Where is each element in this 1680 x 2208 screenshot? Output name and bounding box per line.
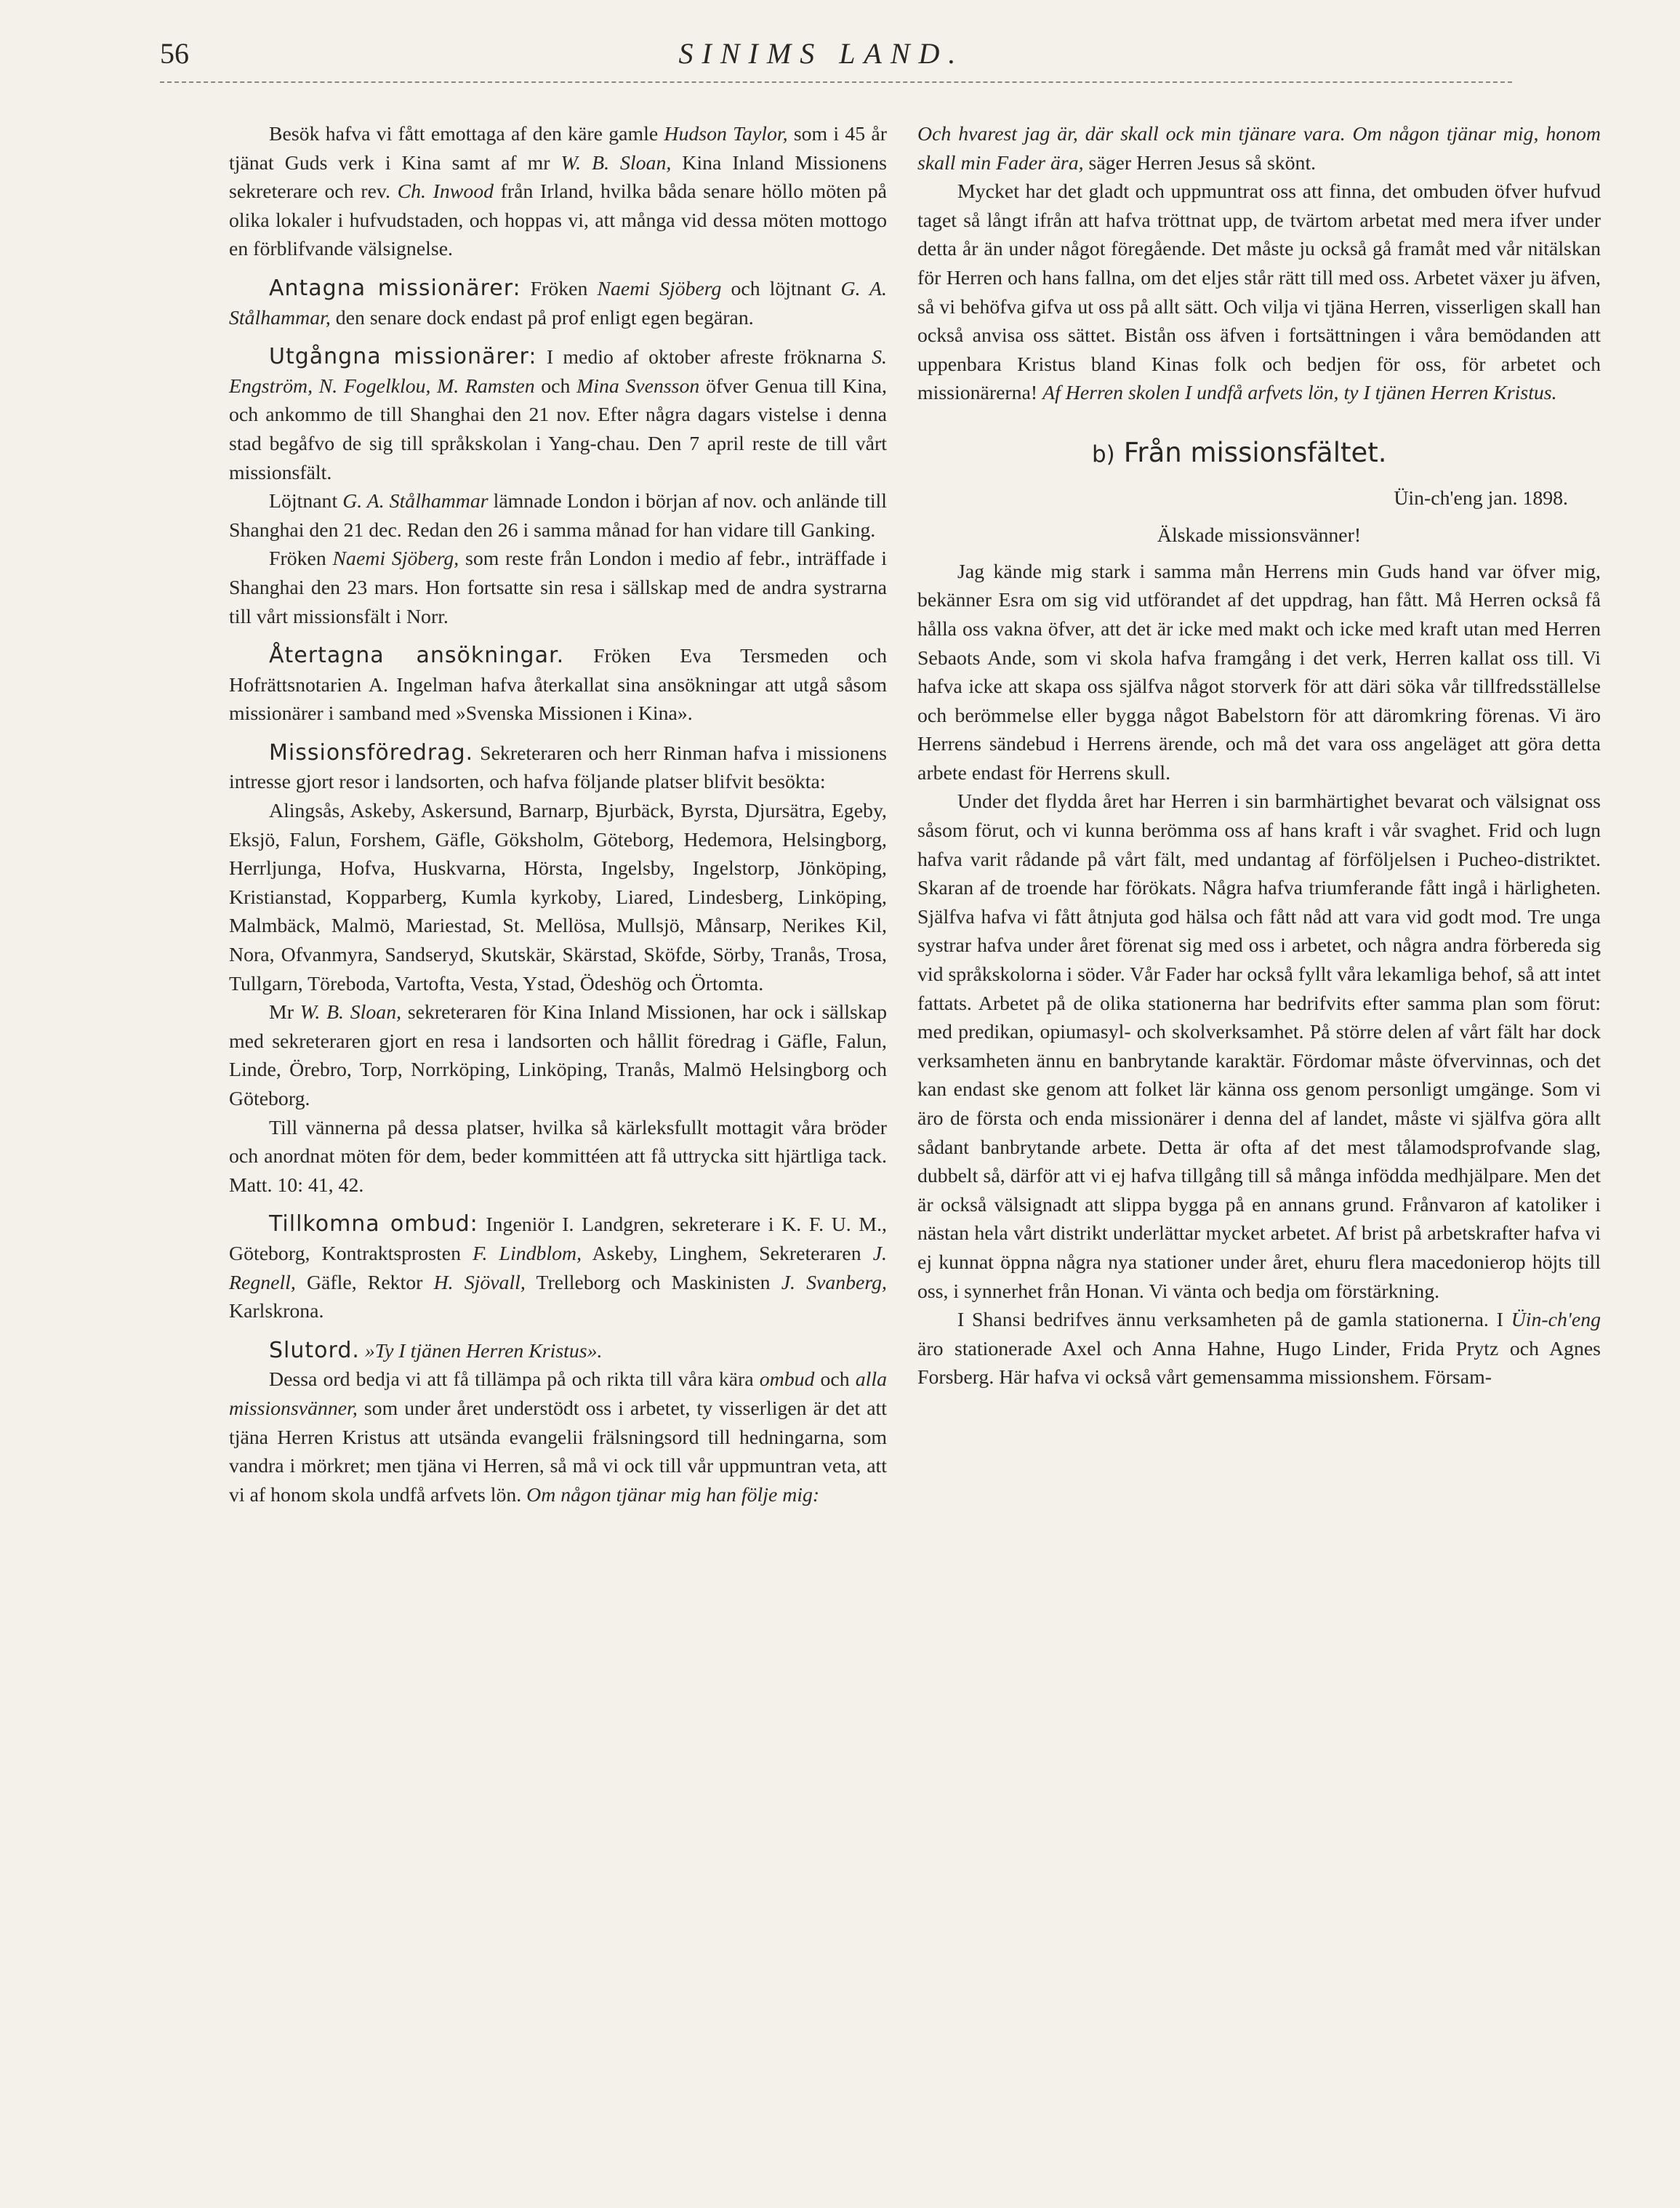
paragraph-shansi: I Shansi bedrifves ännu verksamheten på de gamla stationerna. I Üin-ch'eng äro stationerade Axel och Anna Hahne, Hugo Linder, Frida Prytz och Agnes Forsberg. Här hafva vi också vårt gemensamma missionshem. Försam-: [917, 1309, 1601, 1389]
paragraph-slutord: Dessa ord bedja vi att få tillämpa på och rikta till våra kära ombud och alla missionsvänner, som under året understödt oss i arbetet, ty visserligen är det att tjäna Herren Kristus att utsända evangelii frälsningsord till hedningarna, som vandra i mörkret; men tjäna vi Herren, så må vi ock till vår uppmuntran veta, att vi af honom skola undfå arfvets lön. Om någon tjänar mig han följe mig:: [229, 1368, 887, 1506]
subsection-title: Från missionsfältet.: [1123, 436, 1387, 468]
subsection-heading: [917, 438, 1601, 470]
section-heading: Utgångna missionärer:: [269, 344, 537, 370]
section-atertagna: Återtagna ansökningar. Fröken Eva Tersmeden och Hofrättsnotarien A. Ingelman hafva återkallat sina ansökningar att utgå såsom missionärer i samband med »Svenska Missionen i Kina».: [229, 643, 888, 726]
subsection-label: b): [1092, 441, 1115, 467]
letter-date: Üin-ch'eng jan. 1898.: [1394, 486, 1568, 510]
section-foredrag: Missionsföredrag. Sekreteraren och herr Rinman hafva i missionens intresse gjort resor i landsorten, och hafva följande platser blifvit besökta:: [229, 739, 887, 794]
paragraph-lojtnant: Löjtnant G. A. Stålhammar lämnade London i början af nov. och anlände till Shanghai den 21 dec. Redan den 26 i samma månad for han vidare till Ganking.: [229, 490, 887, 542]
section-antagna: Antagna missionärer: Fröken Naemi Sjöberg och löjtnant G. A. Stålhammar, den senare dock endast på prof enligt egen begäran.: [229, 275, 887, 329]
section-slutord: Slutord. »Ty I tjänen Herren Kristus».: [269, 1337, 603, 1363]
right-column: [917, 120, 1601, 1392]
section-heading: Missionsföredrag.: [269, 739, 474, 766]
letter-greeting: Älskade missionsvänner!: [1157, 524, 1362, 547]
section-heading: Slutord.: [269, 1337, 360, 1363]
page-header: [145, 36, 1498, 74]
paragraph-sloan: Mr W. B. Sloan, sekreteraren för Kina Inland Missionen, har ock i sällskap med sekreteraren gjort en resa i landsorten och hållit föredrag i Gäfle, Falun, Linde, Örebro, Torp, Norrköping, Linköping, Tranås, Malmö Helsingborg och Göteborg.: [229, 1001, 887, 1110]
paragraph-platser: Alingsås, Askeby, Askersund, Barnarp, Bjurbäck, Byrsta, Djursätra, Egeby, Eksjö, Falun, Forshem, Gäfle, Göksholm, Göteborg, Hedemora, Helsingborg, Herrljunga, Hofva, Huskvarna, Hörsta, Ingelsby, Ingelstorp, Jönköping, Kristianstad, Kopparberg, Kumla kyrkoby, Liared, Lindesberg, Linköping, Malmbäck, Malmö, Mariestad, St. Mellösa, Mullsjö, Månsarp, Nerikes Kil, Nora, Ofvanmyra, Sandseryd, Skutskär, Skärstad, Sköfde, Sörby, Tranås, Trosa, Tullgarn, Töreboda, Vartofta, Vesta, Ystad, Ödeshög och Örtomta.: [229, 800, 887, 995]
paragraph-froken: Fröken Naemi Sjöberg, som reste från London i medio af febr., inträffade i Shanghai den 23 mars. Hon fortsatte sin resa i sällskap med de andra systrarna till vårt missionsfält i Norr.: [229, 547, 888, 628]
section-heading: Återtagna ansökningar.: [269, 643, 565, 669]
paragraph-vannerna: Till vännerna på dessa platser, hvilka så kärleksfullt mottagit våra bröder och anordnat möten för dem, beder kommittéen att få uttrycka sitt hjärtliga tack. Matt. 10: 41, 42.: [229, 1116, 887, 1197]
running-title: SINIMS LAND.: [678, 37, 965, 70]
section-ombud: Tillkomna ombud: Ingeniör I. Landgren, sekreterare i K. F. U. M., Göteborg, Kontraktsprosten F. Lindblom, Askeby, Linghem, Sekreteraren J. Regnell, Gäfle, Rektor H. Sjövall, Trelleborg och Maskinisten J. Svanberg, Karlskrona.: [229, 1211, 888, 1323]
page-number: 56: [160, 37, 189, 70]
paragraph-visits: Besök hafva vi fått emottaga af den käre gamle Hudson Taylor, som i 45 år tjänat Guds verk i Kina samt af mr W. B. Sloan, Kina Inland Missionens sekreterare och rev. Ch. Inwood från Irland, hvilka båda senare höllo möten på olika lokaler i hufvudstaden, och hoppas vi, att många vid dessa möten mottogo en förblifvande välsignelse.: [229, 123, 888, 261]
paragraph-esra: Jag kände mig stark i samma mån Herrens min Guds hand var öfver mig, bekänner Esra om sig vid utförandet af det uppdrag, han fått. Må Herren också få hålla oss vakna öfver, att det är icke med makt och icke med kraft utan med Herren Sebaots Ande, som vi skola hafva framgång i det verk, Herren kallat oss till. Vi hafva icke att skapa oss själfva något storverk för att däri söka vår tillfredsställelse och berömmelse eller bygga något Babelstorn för att däromkring förenas. Vi äro Herrens sändebud i Herrens ärende, och må det vara oss angeläget att göra detta arbete endast för Herrens skull.: [917, 560, 1601, 784]
left-column: [229, 120, 887, 1509]
section-utgangna: Utgångna missionärer: I medio af oktober afreste fröknarna S. Engström, N. Fogelklou, M. Ramsten och Mina Svensson öfver Genua till Kina, och ankommo de till Shanghai den 21 nov. Efter några dagars vistelse i denna stad begåfvo de sig till språkskolan i Yang-chau. Den 7 april reste de till vårt missionsfält.: [229, 344, 887, 484]
paragraph-year: Under det flydda året har Herren i sin barmhärtighet bevarat och välsignat oss såsom förut, och vi kunna berömma oss af hans kraft i vår svaghet. Frid och lugn hafva varit rådande på vårt fält, med undantag af förföljelsen i Pucheo-distriktet. Skaran af de troende har förökats. Några hafva triumferande fått ingå i härligheten. Själfva hafva vi fått åtnjuta god hälsa och fått nåd att vara vid godt mod. Tre unga systrar hafva under året förenat sig med oss i arbetet, och några andra förbereda sig vid språkskolorna i söder. Vår Fader har också fyllt våra lekamliga behof, så att intet fattats. Arbetet på de olika stationerna har bedrifvits efter samma plan som förut: med predikan, opiumasyl- och skolverksamhet. På större delen af vårt fält har dock verksamheten ännu en banbrytande karaktär. Fördomar måste öfvervinnas, och det kan endast ske genom att folket lär känna oss genom personligt umgänge. Som vi äro de första och enda missionärer i denna del af landet, måste vi själfva göra allt sådant banbrytande arbete. Detta är ofta af det mest tålamodsprofvande slag, dubbelt så, därför att vi ej hafva tillgång till så många infödda medhjälpare. Men det är också välsignadt att slippa bygga på en annans grund. Frånvaron af katoliker i nästan hela vårt distrikt underlättar mycket arbetet. Af brist på arbetskrafter hafva vi ej kunnat öppna några nya stationer under året, ehuru flera macedonierop höjts till oss, i synnerhet från Honan. Vi vänta och bedja om förstärkning.: [917, 790, 1601, 1303]
section-heading: Tillkomna ombud:: [269, 1211, 478, 1237]
paragraph-continuation: Och hvarest jag är, där skall ock min tjänare vara. Om någon tjänar mig, honom skall min Fader ära, säger Herren Jesus så skönt.: [917, 123, 1601, 174]
paragraph-ombuden: Mycket har det gladt och uppmuntrat oss att finna, det ombuden öfver hufvud taget så långt ifrån att hafva tröttnat upp, de tvärtom arbetat med mera ifver under detta år än under något föregående. Det måste ju också gå framåt med vår nitälskan för Herren och hans fallna, om det eljes står rätt till med oss. Arbetet växer ju äfven, så vi behöfva gifva ut oss på allt sätt. Och vilja vi tjäna Herren, visserligen skall han också anvisa oss sättet. Bistån oss äfven i fortsättningen i våra bemödanden att uppenbara Kristus bland Kinas folk och bedjen för oss, för arbetet och missionärerna! Af Herren skolen I undfå arfvets lön, ty I tjänen Herren Kristus.: [917, 180, 1601, 405]
section-heading: Antagna missionärer:: [269, 275, 521, 301]
header-rule: [160, 80, 1512, 83]
